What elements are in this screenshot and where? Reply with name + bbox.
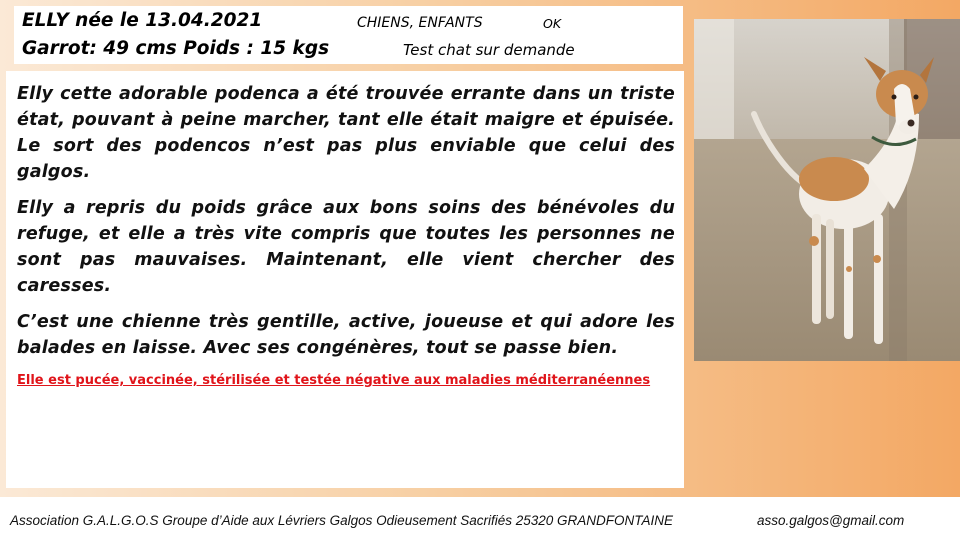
header-info-box [14, 6, 683, 64]
health-status-note: Elle est pucée, vaccinée, stérilisée et testée négative aux maladies méditerranéennes [17, 373, 651, 388]
compatibility-label: CHIENS, ENFANTS [357, 15, 483, 31]
association-info: Association G.A.L.G.O.S Groupe d’Aide aux Lévriers Galgos Odieusement Sacrifiés 25320 GRANDFONTAINE [10, 513, 674, 528]
cat-test-note: Test chat sur demande [403, 41, 575, 59]
dog-photo [694, 19, 960, 361]
association-email: asso.galgos@gmail.com [757, 513, 905, 528]
description-paragraph-3: C’est une chienne très gentille, active, joueuse et qui adore les balades en laisse. Avec ses congénères, tout se passe bien. [17, 312, 675, 358]
dog-illustration [694, 19, 960, 361]
description-box [6, 71, 684, 488]
compatibility-ok: OK [543, 16, 562, 31]
footer [0, 497, 960, 540]
description-paragraph-2: Elly a repris du poids grâce aux bons soins des bénévoles du refuge, et elle a très vite compris que toutes les personnes ne sont pas mauvaises. Maintenant, elle vient chercher des caresses. [17, 198, 675, 296]
dog-name-birthdate: ELLY née le 13.04.2021 [22, 10, 263, 31]
description-paragraph-1: Elly cette adorable podenca a été trouvée errante dans un triste état, pouvant à peine marcher, tant elle était maigre et épuisée. Le sort des podencos n’est pas plus enviable que celui des galgos. [17, 84, 675, 182]
dog-measurements: Garrot: 49 cms Poids : 15 kgs [22, 38, 330, 59]
